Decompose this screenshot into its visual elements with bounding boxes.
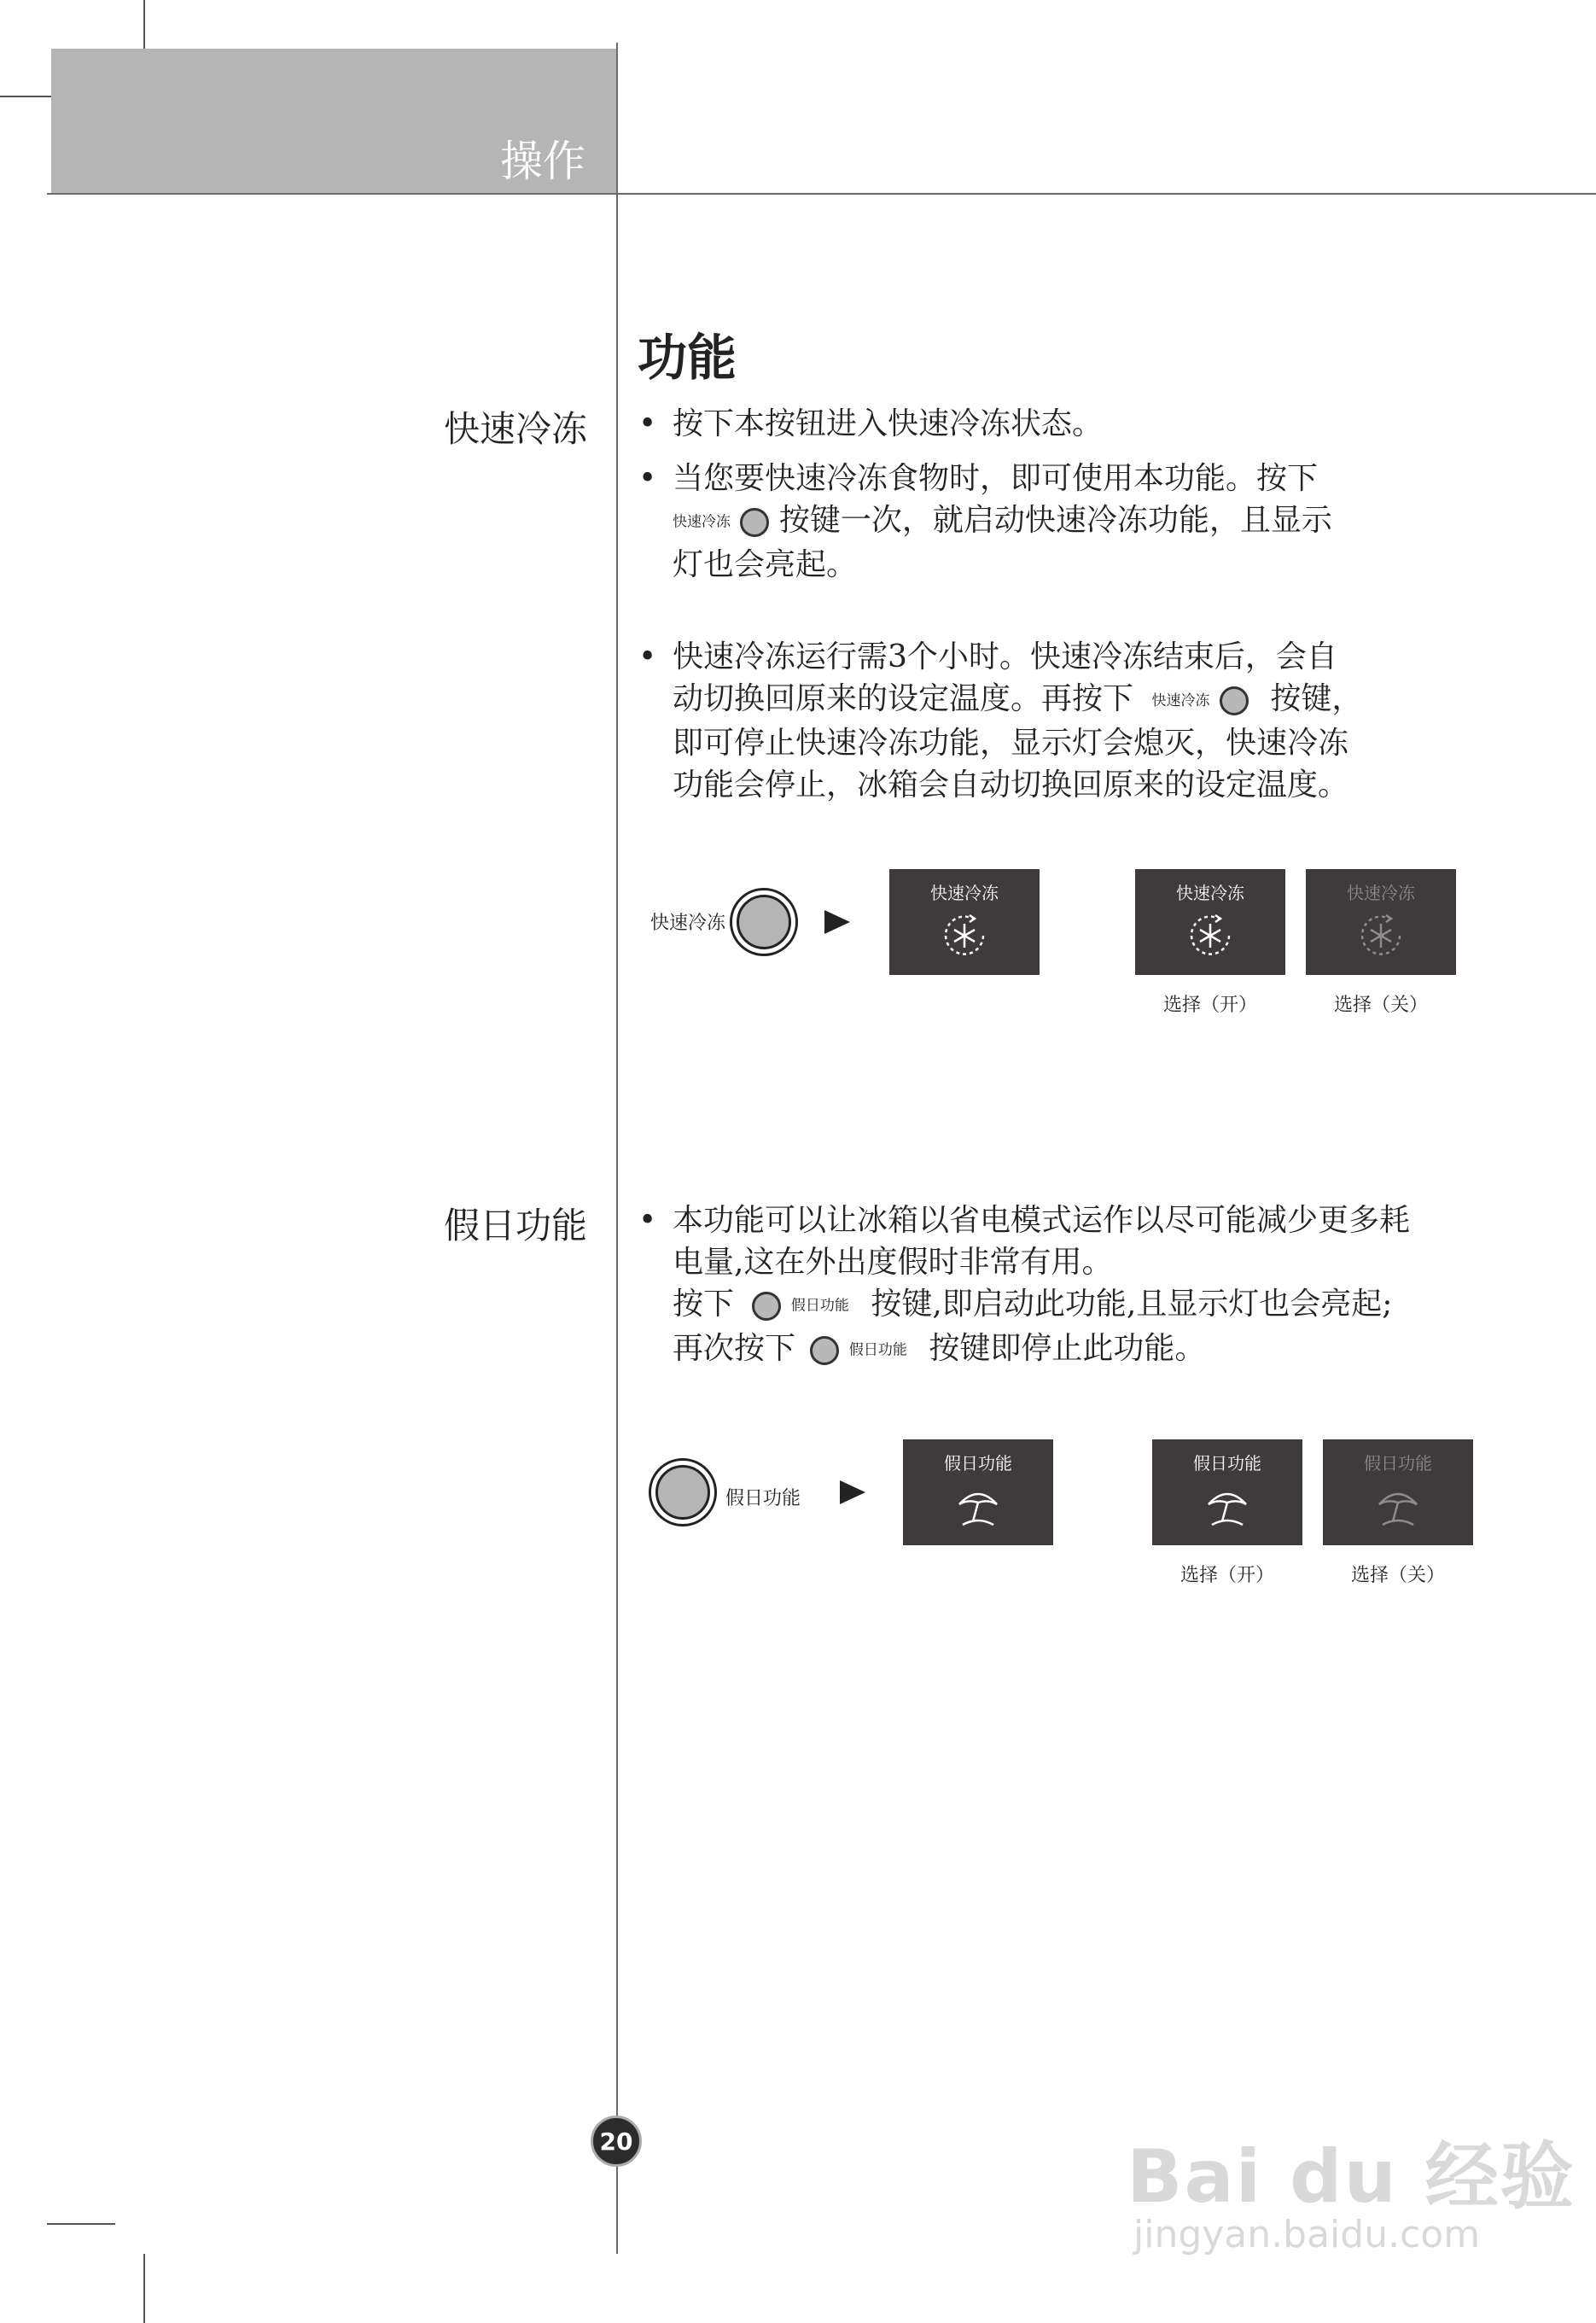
bullet-line xyxy=(673,499,1526,544)
bullet-text: 即可停止快速冷冻功能，显示灯会熄灭，快速冷冻 xyxy=(673,725,1349,761)
header-bar xyxy=(51,49,616,194)
watermark-logo: Bai du 经验 xyxy=(1127,2134,1576,2220)
caption-on: 选择（开） xyxy=(1162,995,1257,1016)
quick-freeze-bullet-3 xyxy=(638,636,1526,806)
crop-mark xyxy=(143,0,145,50)
caption-on: 选择（开） xyxy=(1180,1565,1274,1586)
bullet-line xyxy=(673,1283,1577,1328)
panel-title: 假日功能 xyxy=(944,1453,1012,1474)
caption-off: 选择（关） xyxy=(1333,995,1428,1016)
holiday-inline-button-icon xyxy=(810,1336,839,1365)
vertical-divider xyxy=(616,43,618,2254)
bullet-dot: • xyxy=(638,1203,657,1238)
inline-button-label: 快速冷冻 xyxy=(1151,692,1210,709)
bullet-dot: • xyxy=(638,406,657,441)
quick-freeze-display-on xyxy=(1135,869,1285,975)
umbrella-icon xyxy=(951,1479,1005,1533)
quick-freeze-inline-button-icon xyxy=(740,508,769,537)
bullet-text: 灯也会亮起。 xyxy=(673,546,858,582)
quick-freeze-display-panel xyxy=(889,869,1040,975)
bullet-text: 本功能可以让冰箱以省电模式运作以尽可能减少更多耗 xyxy=(673,1203,1411,1238)
snowflake-icon xyxy=(1183,908,1238,963)
bullet-text: 电量,这在外出度假时非常有用。 xyxy=(673,1245,1113,1280)
bullet-text: 按键即停止此功能。 xyxy=(929,1330,1206,1366)
bullet-text: 再次按下 xyxy=(673,1330,796,1366)
crop-mark xyxy=(143,2254,145,2323)
panel-title: 快速冷冻 xyxy=(930,883,999,903)
quick-freeze-button[interactable] xyxy=(730,888,798,956)
crop-mark xyxy=(47,2223,115,2225)
panel-title: 假日功能 xyxy=(1364,1453,1432,1474)
bullet-dot: • xyxy=(638,461,657,496)
umbrella-icon xyxy=(1371,1479,1425,1533)
quick-freeze-bullet-2 xyxy=(638,458,1526,586)
panel-title: 假日功能 xyxy=(1193,1453,1261,1474)
page-number: 20 xyxy=(591,2116,642,2167)
arrow-right-icon xyxy=(824,910,850,934)
bullet-text: 按键一次，就启动快速冷冻功能，且显示 xyxy=(778,503,1332,538)
panel-title: 快速冷冻 xyxy=(1176,883,1244,903)
holiday-diagram-label: 假日功能 xyxy=(725,1488,801,1509)
snowflake-icon xyxy=(1354,908,1408,963)
bullet-line xyxy=(673,1328,1577,1372)
header-title: 操作 xyxy=(500,137,585,186)
bullet-text: 动切换回原来的设定温度。再按下 xyxy=(673,681,1134,716)
snowflake-icon xyxy=(937,908,992,963)
umbrella-icon xyxy=(1200,1479,1255,1533)
bullet-text: 按下 xyxy=(673,1287,735,1322)
holiday-button-face xyxy=(655,1465,710,1520)
bullet-dot: • xyxy=(638,639,657,674)
inline-button-label: 假日功能 xyxy=(790,1297,849,1315)
quick-freeze-display-off xyxy=(1306,869,1456,975)
holiday-inline-button-icon xyxy=(752,1292,781,1321)
quick-freeze-inline-button-icon xyxy=(1220,686,1249,715)
section-title: 功能 xyxy=(638,329,737,387)
horizontal-divider xyxy=(47,193,1596,195)
quick-freeze-bullet-1 xyxy=(638,403,1526,445)
holiday-display-panel xyxy=(903,1439,1053,1545)
bullet-text: 按下本按钮进入快速冷冻状态。 xyxy=(673,406,1104,441)
inline-button-label: 快速冷冻 xyxy=(673,513,731,531)
arrow-right-icon xyxy=(840,1480,865,1504)
panel-title: 快速冷冻 xyxy=(1347,883,1415,903)
watermark-url: jingyan.baidu.com xyxy=(1133,2213,1481,2256)
holiday-bullet-1 xyxy=(638,1199,1577,1371)
quick-freeze-label: 快速冷冻 xyxy=(443,408,587,450)
holiday-label: 假日功能 xyxy=(443,1205,587,1246)
inline-button-label: 假日功能 xyxy=(848,1341,907,1358)
holiday-display-off xyxy=(1323,1439,1473,1545)
caption-off: 选择（关） xyxy=(1350,1565,1445,1586)
quick-freeze-diagram-label: 快速冷冻 xyxy=(650,913,726,934)
bullet-text: 当您要快速冷冻食物时，即可使用本功能。按下 xyxy=(673,461,1319,496)
bullet-text: 按键， xyxy=(1270,681,1363,716)
holiday-display-on xyxy=(1152,1439,1302,1545)
bullet-text: 按键,即启动此功能,且显示灯也会亮起; xyxy=(871,1287,1393,1322)
holiday-button[interactable] xyxy=(649,1458,717,1526)
bullet-line xyxy=(673,678,1526,722)
quick-freeze-button-face xyxy=(737,895,791,949)
bullet-text: 快速冷冻运行需3个小时。快速冷冻结束后，会自 xyxy=(673,639,1337,674)
bullet-text: 功能会停止，冰箱会自动切换回原来的设定温度。 xyxy=(673,767,1349,803)
